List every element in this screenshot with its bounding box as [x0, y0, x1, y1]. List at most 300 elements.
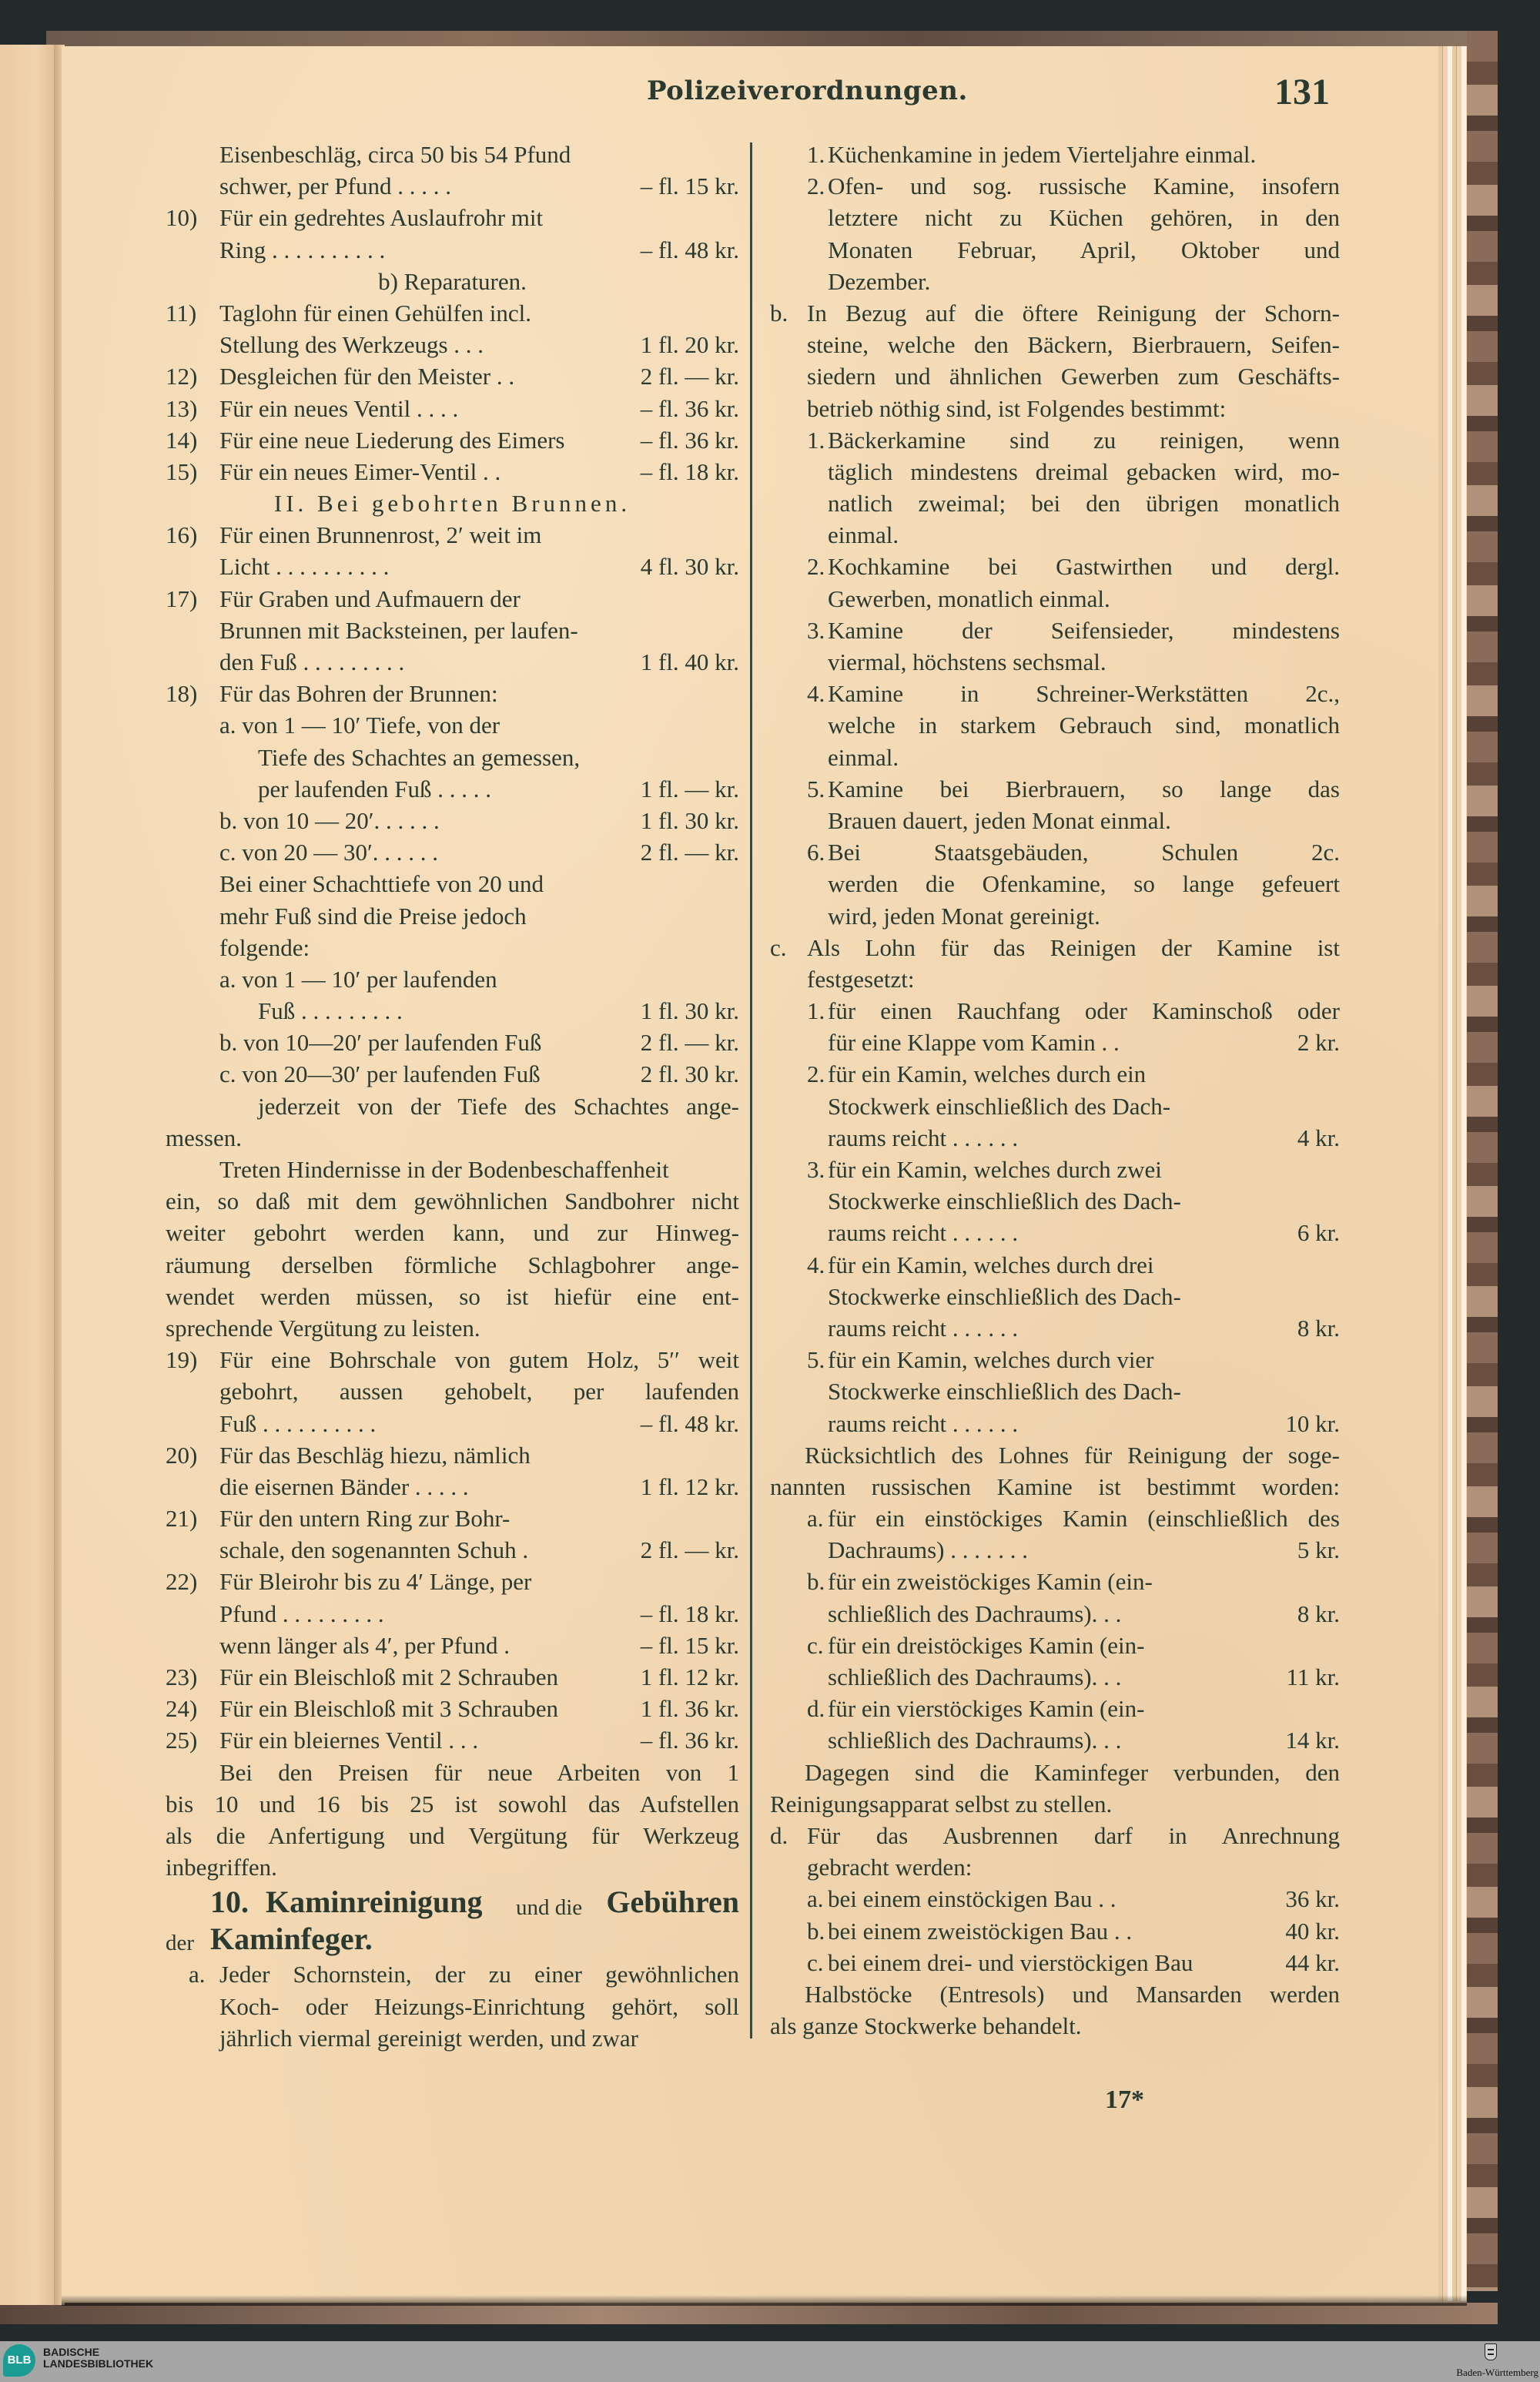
text-content: Fuß . . . . . . . . . .	[219, 1409, 377, 1437]
text-line	[770, 900, 1340, 932]
section-title-word: Gebühren	[606, 1884, 739, 1920]
text-line	[770, 1471, 1340, 1503]
text-content: Kamine der Seifensieder, mindestens	[828, 616, 1340, 644]
text-line	[770, 773, 1340, 805]
text-content: für ein vierstöckiges Kamin (ein-	[828, 1695, 1145, 1723]
text-content: Stockwerke einschließlich des Dach-	[828, 1378, 1181, 1405]
text-content: Treten Hindernisse in der Bodenbeschaffenheit	[219, 1156, 669, 1183]
page-edges	[1438, 46, 1466, 2301]
price-value: 6 kr.	[1297, 1219, 1340, 1247]
text-content: Koch- oder Heizungs-Einrichtung gehört, soll	[219, 1992, 739, 2020]
text-line	[770, 1154, 1340, 1185]
text-content: per laufenden Fuß . . . . .	[258, 775, 492, 802]
text-content: schwer, per Pfund . . . . .	[219, 173, 451, 200]
text-content: Rücksichtlich des Lohnes für Reinigung der soge-	[805, 1441, 1340, 1469]
text-content: siedern und ähnlichen Gewerben zum Geschäfts-	[807, 363, 1340, 390]
item-number: 22)	[166, 1568, 198, 1596]
item-number: 2.	[807, 553, 825, 581]
text-line	[166, 1027, 739, 1058]
text-line	[166, 2022, 739, 2054]
text-line	[166, 456, 739, 487]
section-title-prefix: der	[166, 1931, 195, 1956]
text-content: folgende:	[219, 933, 310, 961]
text-line	[770, 1724, 1340, 1756]
item-number: 14)	[166, 426, 198, 454]
item-number: 17)	[166, 585, 198, 612]
text-line	[166, 963, 739, 995]
item-number: d.	[807, 1695, 825, 1723]
text-content: Für das Ausbrennen darf in Anrechnung	[807, 1821, 1340, 1849]
price-value: 1 fl. 36 kr.	[640, 1695, 739, 1723]
text-content: für ein Kamin, welches durch zwei	[828, 1156, 1162, 1183]
text-content: schale, den sogenannten Schuh .	[219, 1536, 529, 1564]
price-value: 14 kr.	[1285, 1727, 1340, 1754]
price-value: 2 fl. 30 kr.	[640, 1060, 739, 1088]
text-content: für einen Rauchfang oder Kaminschoß oder	[828, 997, 1340, 1025]
text-line	[770, 551, 1340, 582]
section-heading-line2	[166, 1923, 739, 1958]
text-line	[166, 1090, 739, 1122]
text-content: einmal.	[828, 521, 899, 549]
text-content: nannten russischen Kamine ist bestimmt worden:	[770, 1472, 1340, 1500]
text-content: täglich mindestens dreimal gebacken wird, mo-	[828, 457, 1340, 485]
text-content: Licht . . . . . . . . . .	[219, 553, 390, 581]
price-value: – fl. 18 kr.	[640, 1600, 739, 1627]
text-content: welche in starkem Gebrauch sind, monatlich	[828, 712, 1340, 739]
text-line	[770, 1534, 1340, 1566]
text-content: weiter gebohrt werden kann, und zur Hinweg-	[166, 1219, 739, 1247]
text-line	[770, 424, 1340, 456]
price-value: 5 kr.	[1297, 1536, 1340, 1564]
text-line	[166, 1249, 739, 1281]
text-content: jährlich viermal gereinigt werden, und zwar	[219, 2024, 638, 2052]
text-line	[770, 995, 1340, 1027]
blb-logo-icon[interactable]: BLB	[3, 2344, 35, 2377]
text-line	[770, 360, 1340, 392]
text-line	[770, 1757, 1340, 1788]
item-number: a.	[189, 1961, 206, 1988]
text-line	[166, 773, 739, 805]
item-number: 3.	[807, 1156, 825, 1183]
text-content: Stellung des Werkzeugs . . .	[219, 331, 484, 359]
text-line	[770, 393, 1340, 424]
price-value: – fl. 15 kr.	[640, 173, 739, 200]
text-content: Dezember.	[828, 267, 931, 295]
section-title-connector: und die	[516, 1895, 583, 1921]
left-column	[166, 139, 739, 2054]
page-bottom-shadow	[62, 2295, 1467, 2306]
text-content: Für Bleirohr bis zu 4′ Länge, per	[219, 1568, 532, 1596]
price-value: – fl. 36 kr.	[640, 426, 739, 454]
text-content: schließlich des Dachraums). . .	[828, 1663, 1122, 1690]
text-line	[166, 1503, 739, 1534]
text-content: wendet werden müssen, so ist hiefür eine ent-	[166, 1282, 739, 1310]
text-content: Kamine in Schreiner-Werkstätten 2c.,	[828, 680, 1340, 708]
text-line	[166, 1851, 739, 1883]
text-line	[770, 1503, 1340, 1534]
item-number: 20)	[166, 1441, 198, 1469]
text-content: a. von 1 — 10′ per laufenden	[219, 965, 497, 993]
price-value: – fl. 36 kr.	[640, 394, 739, 422]
item-number: 12)	[166, 363, 198, 390]
text-content: als ganze Stockwerke behandelt.	[770, 2012, 1082, 2040]
price-value: 1 fl. 40 kr.	[640, 648, 739, 675]
item-number: 24)	[166, 1695, 198, 1723]
text-line	[166, 360, 739, 392]
item-number: 13)	[166, 394, 198, 422]
text-line	[770, 709, 1340, 741]
text-line	[770, 1851, 1340, 1883]
text-line	[770, 1185, 1340, 1217]
text-content: gebracht werden:	[807, 1854, 973, 1881]
text-line	[166, 900, 739, 932]
text-content: Halbstöcke (Entresols) und Mansarden werden	[805, 1980, 1340, 2008]
text-content: Desgleichen für den Meister . .	[219, 363, 515, 390]
text-content: bis 10 und 16 bis 25 ist sowohl das Aufstellen	[166, 1790, 739, 1817]
text-line	[166, 519, 739, 551]
text-content: Reinigungsapparat selbst zu stellen.	[770, 1790, 1113, 1817]
section-number: 10.	[210, 1884, 249, 1920]
text-content: Ofen- und sog. russische Kamine, insofern	[828, 173, 1340, 200]
text-content: Bäckerkamine sind zu reinigen, wenn	[828, 426, 1340, 454]
text-content: Stockwerke einschließlich des Dach-	[828, 1282, 1181, 1310]
text-content: natlich zweimal; bei den übrigen monatlich	[828, 490, 1340, 518]
price-value: 2 fl. — kr.	[640, 1536, 739, 1564]
price-value: – fl. 36 kr.	[640, 1727, 739, 1754]
right-column	[770, 139, 1340, 2042]
text-content: für ein Kamin, welches durch drei	[828, 1251, 1154, 1278]
text-line	[166, 836, 739, 868]
text-content: Monaten Februar, April, Oktober und	[828, 236, 1340, 263]
text-content: Eisenbeschläg, circa 50 bis 54 Pfund	[219, 141, 571, 168]
text-content: c. von 20—30′ per laufenden Fuß	[219, 1060, 541, 1088]
text-line	[770, 932, 1340, 963]
text-content: gebohrt, aussen gehobelt, per laufenden	[219, 1378, 739, 1405]
text-content: Für einen Brunnenrost, 2′ weit im	[219, 521, 542, 549]
text-content: Jeder Schornstein, der zu einer gewöhnlichen	[219, 1961, 739, 1988]
item-number: b.	[770, 299, 788, 327]
item-number: 4.	[807, 1251, 825, 1278]
text-content: Für ein Bleischloß mit 3 Schrauben	[219, 1695, 558, 1723]
text-content: jederzeit von der Tiefe des Schachtes ange-	[258, 1092, 739, 1120]
item-number: b.	[807, 1917, 825, 1945]
text-line	[770, 1693, 1340, 1724]
text-line	[770, 1915, 1340, 1947]
text-content: für ein zweistöckiges Kamin (ein-	[828, 1568, 1153, 1596]
text-line	[166, 583, 739, 615]
text-line	[166, 1598, 739, 1630]
item-number: d.	[770, 1821, 788, 1849]
item-number: 1.	[807, 997, 825, 1025]
text-content: Stockwerke einschließlich des Dach-	[828, 1188, 1181, 1215]
text-content: räumung derselben förmliche Schlagbohrer ange-	[166, 1251, 739, 1278]
text-line	[770, 456, 1340, 487]
text-content: für ein Kamin, welches durch ein	[828, 1060, 1147, 1088]
text-line	[166, 678, 739, 709]
text-line	[770, 139, 1340, 170]
text-content: bei einem drei- und vierstöckigen Bau	[828, 1948, 1194, 1976]
text-content: Kochkamine bei Gastwirthen und dergl.	[828, 553, 1340, 581]
item-number: 4.	[807, 680, 825, 708]
text-content: Bei Staatsgebäuden, Schulen 2c.	[828, 839, 1340, 866]
text-content: raums reicht . . . . . .	[828, 1219, 1019, 1247]
text-content: Brunnen mit Backsteinen, per laufen-	[219, 616, 578, 644]
text-line	[770, 1788, 1340, 1820]
item-number: 11)	[166, 299, 197, 327]
text-content: messen.	[166, 1124, 243, 1151]
text-line	[770, 678, 1340, 709]
item-number: 2.	[807, 173, 825, 200]
text-content: ein, so daß mit dem gewöhnlichen Sandbohrer nicht	[166, 1188, 739, 1215]
text-line	[770, 329, 1340, 360]
price-value: 36 kr.	[1285, 1885, 1340, 1913]
price-value: 1 fl. 12 kr.	[640, 1663, 739, 1690]
text-content: steine, welche den Bäckern, Bierbrauern, Seifen-	[807, 331, 1340, 359]
text-line	[166, 393, 739, 424]
text-content: Für das Beschläg hiezu, nämlich	[219, 1441, 531, 1469]
text-line	[166, 932, 739, 963]
subsection-heading: b) Reparaturen.	[378, 267, 527, 295]
price-value: 1 fl. 30 kr.	[640, 997, 739, 1025]
text-line	[770, 1090, 1340, 1122]
text-line	[770, 1439, 1340, 1471]
text-content: raums reicht . . . . . .	[828, 1124, 1019, 1151]
text-content: für ein dreistöckiges Kamin (ein-	[828, 1631, 1145, 1659]
text-line	[166, 1439, 739, 1471]
state-name[interactable]: Baden-Württemberg	[1456, 2367, 1538, 2378]
text-content: viermal, höchstens sechsmal.	[828, 648, 1106, 675]
cover-edge-bottom	[0, 2303, 1498, 2324]
text-line	[166, 139, 739, 170]
item-number: a.	[807, 1505, 824, 1533]
price-value: 1 fl. 30 kr.	[640, 806, 739, 834]
text-content: Für ein gedrehtes Auslaufrohr mit	[219, 204, 544, 232]
price-value: – fl. 15 kr.	[640, 1631, 739, 1659]
text-line	[166, 1375, 739, 1407]
text-line	[770, 742, 1340, 773]
text-content: Pfund . . . . . . . . .	[219, 1600, 384, 1627]
text-content: c. von 20 — 30′. . . . . .	[219, 839, 439, 866]
text-content: den Fuß . . . . . . . . .	[219, 648, 405, 675]
price-value: 2 fl. — kr.	[640, 1029, 739, 1057]
text-line	[770, 1566, 1340, 1597]
price-value: 2 kr.	[1297, 1029, 1340, 1057]
text-line	[166, 1991, 739, 2022]
text-content: raums reicht . . . . . .	[828, 1314, 1019, 1342]
text-line	[770, 1630, 1340, 1661]
text-line	[166, 1534, 739, 1566]
library-name-line1: BADISCHE	[43, 2346, 100, 2358]
price-value: – fl. 48 kr.	[640, 1409, 739, 1437]
text-content: schließlich des Dachraums). . .	[828, 1727, 1122, 1754]
text-line	[166, 1058, 739, 1090]
text-content: Fuß . . . . . . . . .	[258, 997, 403, 1025]
text-line	[166, 868, 739, 900]
text-line	[770, 1312, 1340, 1344]
text-content: Als Lohn für das Reinigen der Kamine ist	[807, 933, 1340, 961]
text-content: Für ein neues Ventil . . . .	[219, 394, 459, 422]
text-line	[166, 1724, 739, 1756]
item-number: 2.	[807, 1060, 825, 1088]
text-line	[166, 1217, 739, 1248]
text-content: inbegriffen.	[166, 1854, 277, 1881]
text-line	[166, 646, 739, 678]
text-line	[770, 836, 1340, 868]
text-line	[166, 1630, 739, 1661]
text-content: Für Graben und Aufmauern der	[219, 585, 521, 612]
text-content: Bei einer Schachttiefe von 20 und	[219, 870, 544, 898]
text-content: als die Anfertigung und Vergütung für Werkzeug	[166, 1821, 739, 1849]
item-number: 19)	[166, 1346, 198, 1374]
text-line	[770, 646, 1340, 678]
text-content: b. von 10—20′ per laufenden Fuß	[219, 1029, 542, 1057]
text-line	[166, 1471, 739, 1503]
item-number: 16)	[166, 521, 198, 549]
text-line	[770, 583, 1340, 615]
item-number: 15)	[166, 457, 198, 485]
item-number: 6.	[807, 839, 825, 866]
text-content: mehr Fuß sind die Preise jedoch	[219, 902, 527, 930]
text-line	[770, 266, 1340, 297]
text-line	[166, 742, 739, 773]
text-content: einmal.	[828, 743, 899, 771]
text-line	[770, 1408, 1340, 1439]
text-content: Für den untern Ring zur Bohr-	[219, 1505, 511, 1533]
item-number: 1.	[807, 141, 825, 168]
text-line	[770, 2010, 1340, 2042]
text-content: betrieb nöthig sind, ist Folgendes bestimmt:	[807, 394, 1227, 422]
text-line	[770, 1978, 1340, 2010]
price-value: 1 fl. — kr.	[640, 775, 739, 802]
viewer-footer-bar	[0, 2341, 1540, 2382]
text-line	[770, 1122, 1340, 1154]
text-line	[166, 329, 739, 360]
text-line	[166, 1312, 739, 1344]
price-value: 40 kr.	[1285, 1917, 1340, 1945]
coat-of-arms-icon	[1485, 2343, 1497, 2360]
text-content: Tiefe des Schachtes an gemessen,	[258, 743, 581, 771]
text-line	[166, 709, 739, 741]
section-body	[166, 1958, 739, 2054]
text-content: raums reicht . . . . . .	[828, 1409, 1019, 1437]
text-line	[770, 1375, 1340, 1407]
text-content: Küchenkamine in jedem Vierteljahre einmal.	[828, 141, 1257, 168]
subsection-heading: II. Bei gebohrten Brunnen.	[273, 490, 631, 518]
section-title-word: Kaminfeger.	[210, 1921, 373, 1957]
item-number: c.	[807, 1631, 824, 1659]
library-name[interactable]	[43, 2347, 153, 2370]
item-number: 18)	[166, 680, 198, 708]
text-line	[166, 995, 739, 1027]
text-line	[770, 963, 1340, 995]
text-line	[166, 1154, 739, 1185]
text-content: die eisernen Bänder . . . . .	[219, 1472, 469, 1500]
price-value: 1 fl. 12 kr.	[640, 1472, 739, 1500]
price-value: – fl. 18 kr.	[640, 457, 739, 485]
text-line	[166, 551, 739, 582]
text-line	[166, 170, 739, 202]
text-line	[166, 1122, 739, 1154]
text-line	[166, 424, 739, 456]
text-line	[166, 1757, 739, 1788]
previous-page-gutter	[0, 45, 60, 2305]
text-line	[166, 266, 739, 297]
text-line	[770, 1883, 1340, 1915]
text-line	[166, 1408, 739, 1439]
price-value: 1 fl. 20 kr.	[640, 331, 739, 359]
text-content: bei einem einstöckigen Bau . .	[828, 1885, 1116, 1913]
text-line	[770, 234, 1340, 266]
text-content: wenn länger als 4′, per Pfund .	[219, 1631, 510, 1659]
text-line	[770, 202, 1340, 233]
section-heading	[166, 1886, 739, 1923]
text-line	[770, 1661, 1340, 1693]
item-number: 3.	[807, 616, 825, 644]
column-divider	[750, 142, 752, 2039]
price-value: – fl. 48 kr.	[640, 236, 739, 263]
text-content: Für ein neues Eimer-Ventil . .	[219, 457, 501, 485]
page-number: 131	[1274, 72, 1330, 112]
text-content: Kamine bei Bierbrauern, so lange das	[828, 775, 1340, 802]
text-content: schließlich des Dachraums). . .	[828, 1600, 1122, 1627]
text-content: werden die Ofenkamine, so lange gefeuert	[828, 870, 1340, 898]
text-line	[166, 234, 739, 266]
text-line	[770, 615, 1340, 646]
item-number: b.	[807, 1568, 825, 1596]
text-line	[770, 1820, 1340, 1851]
item-number: 21)	[166, 1505, 198, 1533]
text-line	[770, 1281, 1340, 1312]
text-content: für eine Klappe vom Kamin . .	[828, 1029, 1120, 1057]
library-name-line2: LANDESBIBLIOTHEK	[43, 2357, 154, 2370]
item-number: c.	[807, 1948, 824, 1976]
text-line	[166, 1566, 739, 1597]
text-line	[770, 1027, 1340, 1058]
price-value: 2 fl. — kr.	[640, 363, 739, 390]
price-value: 8 kr.	[1297, 1314, 1340, 1342]
text-content: festgesetzt:	[807, 965, 915, 993]
text-line	[770, 1058, 1340, 1090]
text-line	[770, 1344, 1340, 1375]
price-value: 8 kr.	[1297, 1600, 1340, 1627]
text-line	[166, 1693, 739, 1724]
text-line	[770, 805, 1340, 836]
text-content: Brauen dauert, jeden Monat einmal.	[828, 806, 1171, 834]
signature-mark: 17*	[1105, 2086, 1144, 2114]
section-title-word: Kaminreinigung	[266, 1884, 483, 1920]
item-number: 1.	[807, 426, 825, 454]
text-content: Dagegen sind die Kaminfeger verbunden, den	[805, 1758, 1340, 1786]
text-content: sprechende Vergütung zu leisten.	[166, 1314, 480, 1342]
text-line	[770, 519, 1340, 551]
text-content: Dachraums) . . . . . . .	[828, 1536, 1028, 1564]
text-line	[166, 1185, 739, 1217]
text-line	[166, 1661, 739, 1693]
item-number: c.	[770, 933, 787, 961]
text-line	[770, 1249, 1340, 1281]
text-content: bei einem zweistöckigen Bau . .	[828, 1917, 1133, 1945]
text-content: b. von 10 — 20′. . . . . .	[219, 806, 440, 834]
text-content: Ring . . . . . . . . . .	[219, 236, 386, 263]
text-line	[770, 297, 1340, 329]
text-line	[770, 868, 1340, 900]
text-line	[166, 202, 739, 233]
running-head: Polizeiverordnungen.	[647, 75, 968, 106]
price-value: 44 kr.	[1285, 1948, 1340, 1976]
text-line	[770, 1217, 1340, 1248]
text-line	[166, 297, 739, 329]
item-number: 5.	[807, 775, 825, 802]
